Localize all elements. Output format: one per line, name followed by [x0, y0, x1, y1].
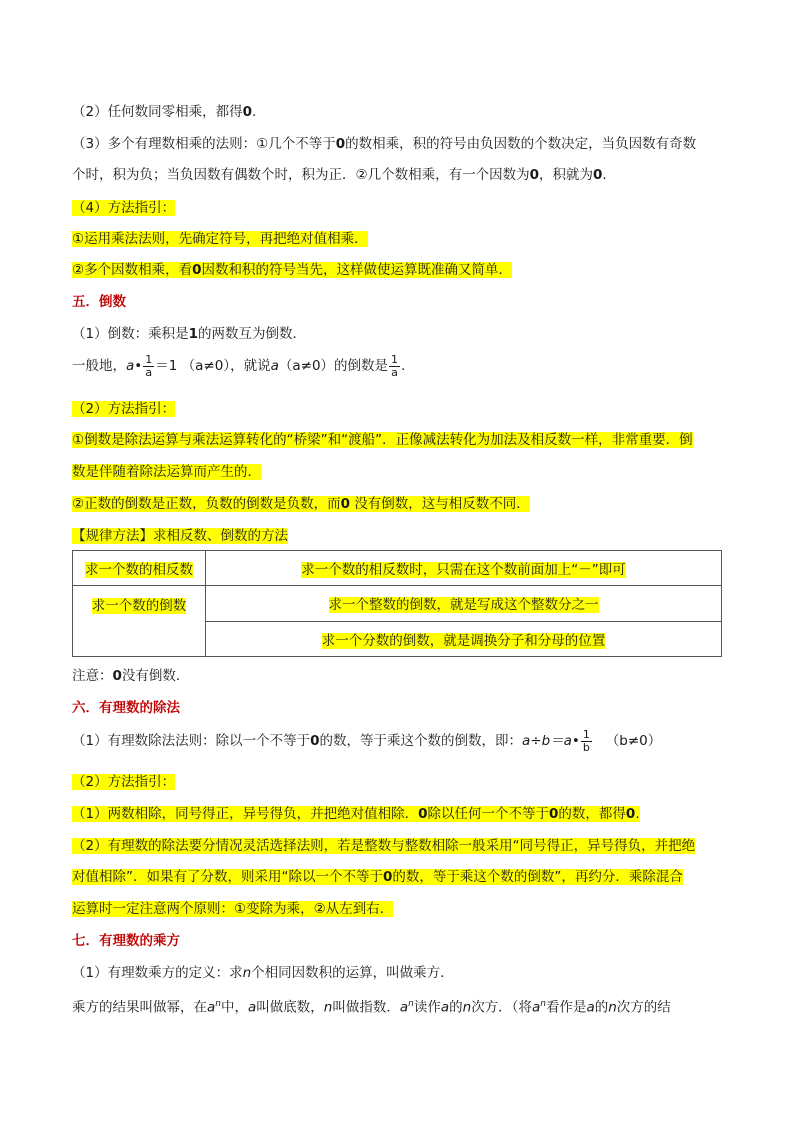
method-item [72, 229, 368, 249]
table-cell [73, 551, 206, 586]
text: a÷b＝a• [522, 733, 580, 749]
text: ②正数的倒数是正数，负数的倒数是负数，而 [72, 496, 341, 512]
denominator: a [145, 365, 153, 379]
note [72, 666, 189, 686]
text: n [215, 999, 221, 1009]
text-line [72, 994, 671, 1018]
text: 0 [112, 668, 122, 684]
table-cell [206, 621, 722, 656]
text: a [440, 999, 450, 1016]
text: 0 [418, 806, 428, 822]
text: ． [602, 167, 616, 183]
text: （a≠0），就说 [181, 358, 271, 374]
fraction [389, 354, 400, 379]
text: a [207, 999, 216, 1016]
cell-text: 求一个数的相反数时，只需在这个数前面加上“－”即可 [301, 562, 626, 579]
text: 没有倒数，这与相反数不同． [354, 496, 530, 512]
text: n [408, 999, 414, 1009]
numerator: 1 [582, 727, 590, 741]
text: （2）有理数的除法要分情况灵活选择法则，若是整数与整数相除一般采用“同号得正，异号得负，并把绝 [72, 838, 696, 854]
text: . [635, 806, 640, 822]
text: 叫做底数， [256, 999, 324, 1016]
text: a [126, 358, 135, 374]
text: n [540, 999, 546, 1009]
text: n [242, 965, 252, 981]
table-cell [206, 586, 722, 621]
text: （2）方法指引： [72, 774, 176, 790]
text: 0 [593, 167, 603, 183]
text: a [586, 999, 595, 1016]
text: （1）两数相除，同号得正，异号得负，并把绝对值相除． [72, 806, 419, 822]
section-heading: 六．有理数的除法 [72, 700, 180, 716]
method-item [72, 462, 261, 482]
text: ＝1 [155, 358, 178, 374]
text: 的数，等于乘这个数的倒数，即： [319, 733, 522, 749]
cell-text: 求一个整数的倒数，就是写成这个整数分之一 [328, 597, 599, 614]
text: 个时，积为负；当负因数有偶数个时，积为正．②几个数相乘，有一个因数为 [72, 167, 530, 183]
text: 的数相乘，积的符号由负因数的个数决定，当负因数有奇数 [345, 136, 697, 152]
text: （2）任何数同零相乘，都得 [72, 104, 243, 120]
denominator: a [391, 365, 398, 379]
text: a [531, 999, 541, 1016]
text: a [399, 999, 409, 1016]
text: 0 [625, 806, 636, 822]
text: n [608, 999, 617, 1016]
text-line [72, 963, 454, 983]
text: （b≠0） [605, 733, 662, 749]
text: 的数，都得 [558, 806, 626, 822]
rule-title [72, 526, 288, 546]
text: 0 [335, 136, 346, 152]
text: n [323, 999, 333, 1016]
text: a [270, 358, 279, 374]
rule-table [72, 550, 722, 657]
text: 0 [529, 167, 540, 183]
section-heading: 七．有理数的乘方 [72, 933, 180, 949]
cell-text: 求一个数的相反数 [85, 562, 193, 579]
text: （2）方法指引： [72, 401, 176, 417]
text: （a≠0）的倒数是 [278, 358, 389, 374]
denominator: b [582, 740, 590, 754]
text: 乘方的结果叫做幂，在 [72, 999, 207, 1016]
text: 0 [192, 262, 202, 278]
text: （1）倒数：乘积是 [72, 326, 189, 342]
text: 读作 [413, 999, 441, 1016]
text: 次方的结 [616, 999, 671, 1016]
cell-text: 求一个分数的倒数，就是调换分子和分母的位置 [321, 632, 606, 649]
formula-line [72, 352, 405, 380]
text: 对值相除”．如果有了分数，则采用“除以一个不等于 [72, 869, 383, 885]
cell-text: 求一个数的倒数 [91, 598, 187, 615]
text-line [72, 324, 306, 344]
method-item [72, 430, 693, 450]
table-cell [206, 551, 722, 586]
text-line [72, 134, 696, 154]
text: 0 [383, 869, 393, 885]
section-heading: 五．倒数 [72, 294, 126, 310]
method-item [72, 494, 530, 514]
text: 0 [242, 104, 252, 120]
text: a [248, 999, 257, 1016]
text: 的 [594, 999, 609, 1016]
method-item [72, 867, 683, 887]
text: ①倒数是除法运算与乘法运算转化的“桥梁”和“渡船”．正像减法转化为加法及相反数一样，非常重要．倒 [72, 432, 693, 448]
text: . [252, 104, 257, 120]
method-item [72, 899, 393, 919]
table-row [73, 586, 722, 621]
text: （1）有理数除法法则：除以一个不等于 [72, 733, 311, 749]
text: 0 [549, 806, 559, 822]
text: 【规律方法】求相反数、倒数的方法 [72, 528, 288, 544]
text: 运算时一定注意两个原则：①变除为乘，②从左到右． [72, 901, 394, 917]
text: . [401, 358, 406, 374]
method-heading [72, 772, 175, 792]
method-heading [72, 399, 175, 419]
text: 因数和积的符号当先，这样做使运算既准确又简单． [201, 262, 513, 278]
text: 0 [340, 496, 351, 512]
text: ②多个因数相乘，看 [72, 262, 193, 278]
text: 0 [310, 733, 320, 749]
text: （1）有理数乘方的定义：求 [72, 965, 243, 981]
text: 1 [188, 326, 198, 342]
text: 看作是 [545, 999, 587, 1016]
fraction [581, 729, 592, 754]
text: • [134, 358, 143, 374]
method-heading [72, 198, 175, 218]
text-line [72, 102, 256, 122]
text: 叫做指数． [332, 999, 400, 1016]
text: 个相同因数积的运算，叫做乘方． [251, 965, 454, 981]
text: 中， [221, 999, 248, 1016]
method-item [72, 836, 695, 856]
numerator: 1 [145, 352, 153, 366]
formula-line [72, 727, 661, 755]
text: 除以任何一个不等于 [427, 806, 549, 822]
text: ①运用乘法法则，先确定符号，再把绝对值相乘． [72, 231, 368, 247]
text: 没有倒数． [121, 668, 190, 684]
text: 一般地， [72, 358, 126, 374]
method-item [72, 804, 640, 824]
numerator: 1 [391, 352, 399, 366]
text: 次方．（将 [471, 999, 532, 1016]
fraction [143, 354, 154, 379]
text: （3）多个有理数相乘的法则：①几个不等于 [72, 136, 336, 152]
text: 注意： [72, 668, 113, 684]
text: ，积就为 [539, 167, 594, 183]
method-item [72, 260, 512, 280]
text: 的数，等于乘这个数的倒数”，再约分．乘除混合 [392, 869, 683, 885]
table-row [73, 551, 722, 586]
text: 数是伴随着除法运算而产生的． [72, 464, 261, 480]
text: n [462, 999, 472, 1016]
table-cell [73, 586, 206, 657]
text-line [72, 165, 616, 185]
text: （4）方法指引： [72, 200, 176, 216]
text: 的 [449, 999, 463, 1016]
text: 的两数互为倒数． [198, 326, 306, 342]
